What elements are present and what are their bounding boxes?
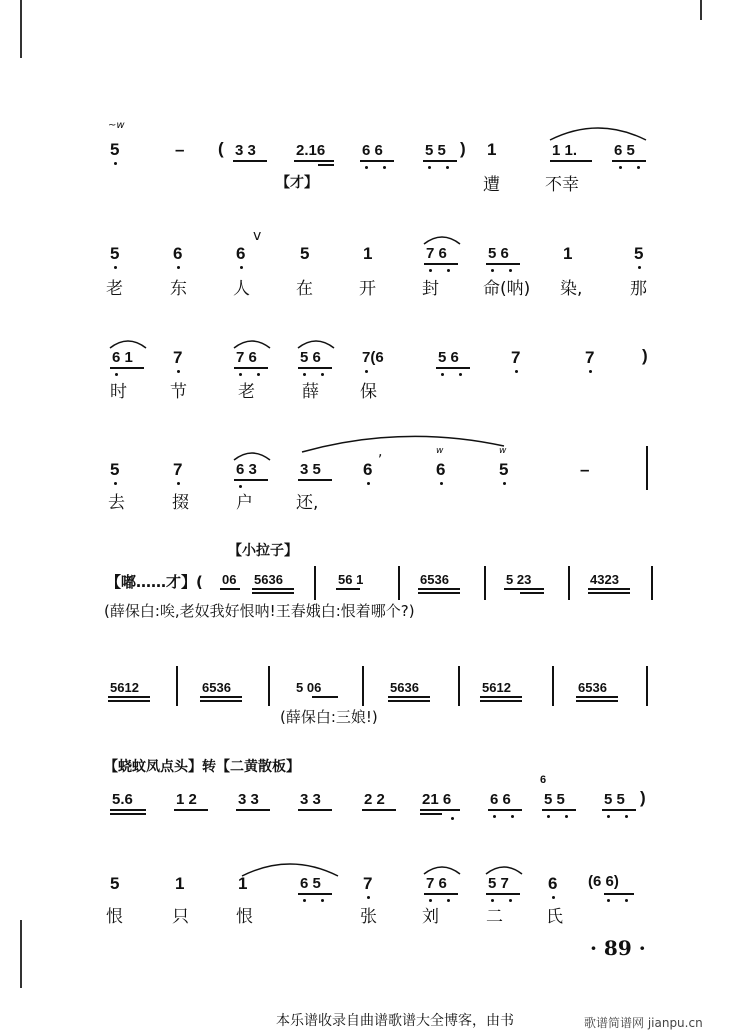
- beam: [418, 588, 460, 590]
- spoken-dialogue: (薛保白:唉,老奴我好恨呐!王春娥白:恨着哪个?): [104, 602, 415, 620]
- low-dot: [511, 815, 514, 818]
- note: 7: [173, 460, 183, 479]
- note: 3 3: [235, 142, 256, 159]
- low-dot: [509, 899, 512, 902]
- beam: [108, 700, 150, 702]
- slur: [548, 122, 648, 142]
- dash: –: [580, 460, 590, 479]
- beam: [298, 809, 332, 811]
- beam: [200, 696, 242, 698]
- low-dot: [177, 482, 180, 485]
- scan-edge: [20, 0, 22, 58]
- beam: [236, 809, 270, 811]
- beam: [420, 809, 460, 811]
- beam: [233, 160, 267, 162]
- scan-edge: [700, 0, 702, 20]
- note: 1: [175, 874, 185, 893]
- low-dot: [493, 815, 496, 818]
- low-dot: [321, 373, 324, 376]
- lyric: 时: [110, 382, 127, 402]
- barline: [268, 666, 270, 706]
- lyric: 命(呐): [483, 279, 531, 299]
- slur: [232, 448, 272, 462]
- low-dot: [365, 370, 368, 373]
- footer-credit: 本乐谱收录自曲谱歌谱大全博客，由书: [276, 1013, 514, 1029]
- note: 5 5: [544, 791, 565, 808]
- low-dot: [447, 899, 450, 902]
- note: 6: [548, 874, 558, 893]
- lyric: 刘: [422, 907, 439, 927]
- note: 4323: [590, 572, 619, 587]
- low-dot: [515, 370, 518, 373]
- note: 6 1: [112, 349, 133, 366]
- note: 6 5: [614, 142, 635, 159]
- breath-mark: v: [253, 228, 262, 244]
- low-dot: [552, 896, 555, 899]
- note: 5 5: [425, 142, 446, 159]
- low-dot: [115, 373, 118, 376]
- note: 2.16: [296, 142, 326, 159]
- note: 6: [236, 244, 246, 263]
- note: 5 6: [488, 245, 509, 262]
- low-dot: [177, 266, 180, 269]
- barline: [552, 666, 554, 706]
- lyric: 恨: [236, 907, 253, 927]
- note: 5 06: [296, 680, 322, 695]
- lyric: 东: [170, 279, 187, 299]
- note: 1 2: [176, 791, 197, 808]
- low-dot: [451, 817, 454, 820]
- low-dot: [367, 482, 370, 485]
- beam: [480, 700, 522, 702]
- beam: [424, 893, 458, 895]
- low-dot: [459, 373, 462, 376]
- note: 5: [300, 244, 310, 263]
- tremolo-mark: w: [499, 446, 507, 456]
- beam: [612, 160, 646, 162]
- beam: [388, 700, 430, 702]
- note: 6 6: [490, 791, 511, 808]
- note: 5: [110, 140, 120, 159]
- spoken-dialogue: (薛保白:三娘!): [280, 708, 378, 726]
- lyric: 户: [236, 493, 253, 513]
- low-dot: [321, 899, 324, 902]
- note: 1: [563, 244, 573, 263]
- low-dot: [625, 815, 628, 818]
- lyric: 那: [630, 279, 647, 299]
- note: 5: [634, 244, 644, 263]
- barline: [646, 446, 648, 490]
- beam: [110, 367, 144, 369]
- section-label: 【蛲蚊凤点头】转【二黄散板】: [104, 759, 300, 775]
- note: 6 6: [362, 142, 383, 159]
- beam: [220, 588, 240, 590]
- beam: [252, 588, 294, 590]
- beam: [480, 696, 522, 698]
- low-dot: [177, 370, 180, 373]
- note: 6536: [202, 680, 231, 695]
- note: 6: [363, 460, 373, 479]
- barline: [314, 566, 316, 600]
- beam: [542, 809, 576, 811]
- low-dot: [440, 482, 443, 485]
- lyric: 在: [296, 279, 313, 299]
- low-dot: [547, 815, 550, 818]
- note: 6536: [578, 680, 607, 695]
- note: 7(6: [362, 349, 384, 366]
- note: 1: [487, 140, 497, 159]
- note: 5: [110, 460, 120, 479]
- beam: [504, 588, 544, 590]
- low-dot: [565, 815, 568, 818]
- low-dot: [509, 269, 512, 272]
- note: 5.6: [112, 791, 133, 808]
- beam: [576, 696, 618, 698]
- beam: [318, 164, 334, 166]
- percussion-lead: 【嘟……才】(: [106, 573, 203, 591]
- low-dot: [114, 162, 117, 165]
- note: 7 6: [236, 349, 257, 366]
- beam: [234, 479, 268, 481]
- lyric: 恨: [106, 907, 123, 927]
- slur: [108, 336, 148, 350]
- low-dot: [239, 373, 242, 376]
- lyric: 老: [106, 279, 123, 299]
- note: 1 1.: [552, 142, 578, 159]
- lyric: 薛: [302, 382, 319, 402]
- beam: [486, 263, 520, 265]
- beam: [298, 479, 332, 481]
- lyric: 氏: [546, 907, 563, 927]
- note: 21 6: [422, 791, 452, 808]
- beam: [418, 592, 460, 594]
- beam: [550, 160, 592, 162]
- lyric: 节: [170, 382, 187, 402]
- breath-mark: ,: [378, 444, 383, 460]
- beam: [388, 696, 430, 698]
- low-dot: [491, 269, 494, 272]
- note: 5: [499, 460, 509, 479]
- barline: [458, 666, 460, 706]
- lyric: 不幸: [545, 175, 579, 195]
- beam: [336, 588, 360, 590]
- dash: –: [175, 140, 185, 159]
- slur: [240, 858, 340, 878]
- lyric: 去: [108, 493, 125, 513]
- note: 6536: [420, 572, 449, 587]
- tune-label: 【小拉子】: [228, 543, 298, 559]
- low-dot: [625, 899, 628, 902]
- note: 6 3: [236, 461, 257, 478]
- lyric: 只: [172, 907, 189, 927]
- note: 6 5: [300, 875, 321, 892]
- low-dot: [114, 266, 117, 269]
- note: 5 7: [488, 875, 509, 892]
- lyric: 还,: [296, 493, 319, 513]
- beam: [108, 696, 150, 698]
- note: 7: [585, 348, 595, 367]
- page-number: · 89 ·: [590, 936, 646, 960]
- low-dot: [638, 266, 641, 269]
- lyric: 张: [360, 907, 377, 927]
- beam: [588, 588, 630, 590]
- barline: [646, 666, 648, 706]
- beam: [110, 813, 146, 815]
- scan-edge: [20, 920, 22, 988]
- barline: [484, 566, 486, 600]
- low-dot: [619, 166, 622, 169]
- note: 3 3: [300, 791, 321, 808]
- lyric: 保: [360, 382, 377, 402]
- low-dot: [303, 373, 306, 376]
- note: 56 1: [338, 572, 364, 587]
- lyric: 开: [359, 279, 376, 299]
- beam: [602, 809, 636, 811]
- note: 1: [363, 244, 373, 263]
- low-dot: [428, 166, 431, 169]
- low-dot: [446, 166, 449, 169]
- note: 5: [110, 244, 120, 263]
- beam: [424, 263, 458, 265]
- lyric: 封: [422, 279, 439, 299]
- note: 7: [173, 348, 183, 367]
- low-dot: [303, 899, 306, 902]
- note: (6 6): [588, 873, 619, 890]
- note: 7: [363, 874, 373, 893]
- beam: [360, 160, 394, 162]
- barline: [398, 566, 400, 600]
- beam: [174, 809, 208, 811]
- beam: [252, 592, 294, 594]
- note: 6: [173, 244, 183, 263]
- low-dot: [637, 166, 640, 169]
- beam: [298, 893, 332, 895]
- note: 5 23: [506, 572, 532, 587]
- note: 7 6: [426, 875, 447, 892]
- low-dot: [589, 370, 592, 373]
- note: 3 3: [238, 791, 259, 808]
- beam: [436, 367, 470, 369]
- beam: [576, 700, 618, 702]
- lyric: 掇: [172, 493, 189, 513]
- note: 06: [222, 572, 237, 587]
- beam: [362, 809, 396, 811]
- low-dot: [503, 482, 506, 485]
- low-dot: [607, 899, 610, 902]
- barline: [176, 666, 178, 706]
- beam: [588, 592, 630, 594]
- lyric: 遭: [483, 175, 500, 195]
- lyric: 二: [486, 907, 503, 927]
- grace-note: 6: [540, 774, 547, 786]
- beam: [486, 893, 520, 895]
- note: 5612: [482, 680, 511, 695]
- beam: [420, 813, 442, 815]
- paren: ): [640, 788, 646, 807]
- beam: [520, 592, 544, 594]
- note: 5 5: [604, 791, 625, 808]
- low-dot: [429, 269, 432, 272]
- low-dot: [607, 815, 610, 818]
- slur: [484, 862, 524, 876]
- low-dot: [257, 373, 260, 376]
- tremolo-mark: w: [436, 446, 444, 456]
- beam: [488, 809, 522, 811]
- beam: [200, 700, 242, 702]
- note: 5 6: [438, 349, 459, 366]
- note: 1: [238, 874, 248, 893]
- note: 7 6: [426, 245, 447, 262]
- note: 5636: [390, 680, 419, 695]
- slur: [232, 336, 272, 350]
- slur: [296, 336, 336, 350]
- low-dot: [114, 482, 117, 485]
- note: 5636: [254, 572, 283, 587]
- beam: [604, 893, 634, 895]
- low-dot: [365, 166, 368, 169]
- slur: [422, 232, 462, 246]
- note: 6: [436, 460, 446, 479]
- low-dot: [240, 266, 243, 269]
- watermark: 歌谱简谱网 jianpu.cn: [584, 1016, 703, 1030]
- beam: [234, 367, 268, 369]
- low-dot: [383, 166, 386, 169]
- note: 5612: [110, 680, 139, 695]
- barline: [651, 566, 653, 600]
- note: 5: [110, 874, 120, 893]
- paren: (: [218, 139, 224, 158]
- note: 5 6: [300, 349, 321, 366]
- beam: [110, 809, 146, 811]
- note: 2 2: [364, 791, 385, 808]
- percussion-label: 【才】: [276, 175, 318, 191]
- slur: [422, 862, 462, 876]
- paren: ): [460, 139, 466, 158]
- beam: [294, 160, 334, 162]
- note: 7: [511, 348, 521, 367]
- tremolo-mark: ~w: [108, 120, 125, 131]
- paren: ): [642, 346, 648, 365]
- lyric: 染,: [560, 279, 583, 299]
- beam: [423, 160, 457, 162]
- barline: [362, 666, 364, 706]
- lyric: 老: [238, 382, 255, 402]
- lyric: 人: [233, 279, 250, 299]
- barline: [568, 566, 570, 600]
- low-dot: [367, 896, 370, 899]
- beam: [298, 367, 332, 369]
- note: 3 5: [300, 461, 321, 478]
- beam: [312, 696, 338, 698]
- low-dot: [441, 373, 444, 376]
- slur: [300, 432, 506, 454]
- low-dot: [447, 269, 450, 272]
